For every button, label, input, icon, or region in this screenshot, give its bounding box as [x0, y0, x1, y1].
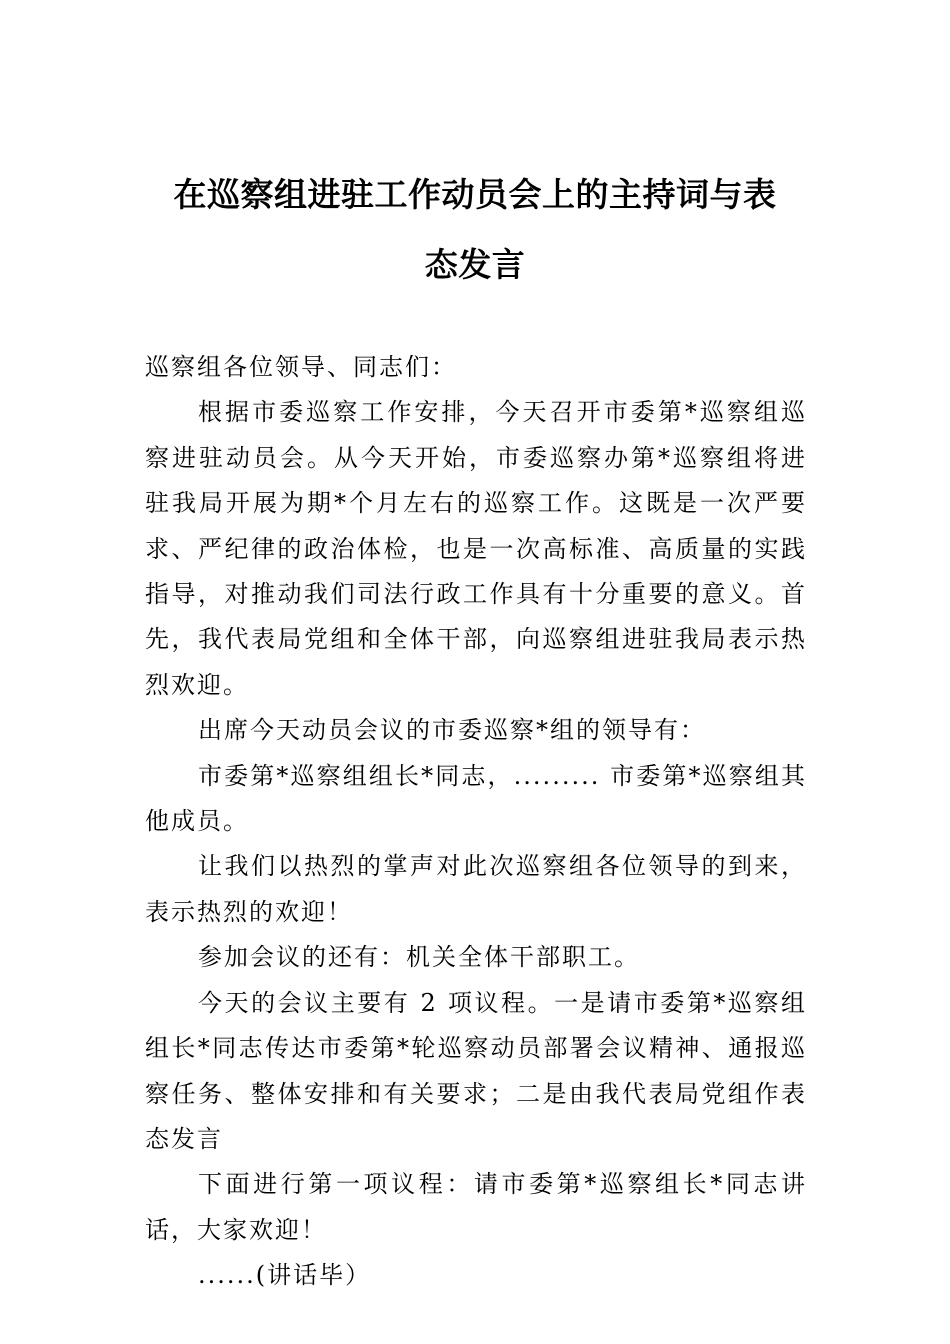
body-paragraph: 参加会议的还有：机关全体干部职工。 — [198, 943, 640, 972]
body-paragraph: 市委第*巡察组组长*同志，......... 市委第*巡察组其他成员。 — [145, 761, 807, 836]
body-paragraph: 今天的会议主要有 2 项议程。一是请市委第*巡察组组长*同志传达市委第*轮巡察动员部署会议精神、通报巡察任务、整体安排和有关要求；二是由我代表局党组作表态发言 — [145, 988, 807, 1153]
body-paragraph: ......(讲话毕） — [198, 1261, 372, 1290]
document-title-line-2: 态发言 — [424, 245, 526, 284]
body-paragraph: 让我们以热烈的掌声对此次巡察组各位领导的到来，表示热烈的欢迎！ — [145, 852, 807, 926]
body-paragraph: 根据市委巡察工作安排，今天召开市委第*巡察组巡察进驻动员会。从今天开始，市委巡察办第*巡察组将进驻我局开展为期*个月左右的巡察工作。这既是一次严要求、严纪律的政治体检，也是一次高标准、高质量的实践指导，对推动我们司法行政工作具有十分重要的意义。首先，我代表局党组和全体干部，向巡察组进驻我局表示热烈欢迎。 — [145, 398, 807, 699]
body-paragraph: 下面进行第一项议程：请市委第*巡察组长*同志讲话，大家欢迎！ — [145, 1170, 807, 1244]
document-title-line-1: 在巡察组进驻工作动员会上的主持词与表 — [173, 175, 777, 214]
body-paragraph: 出席今天动员会议的市委巡察*组的领导有： — [198, 716, 706, 745]
document-body — [145, 345, 807, 1299]
salutation-paragraph: 巡察组各位领导、同志们： — [145, 353, 457, 381]
